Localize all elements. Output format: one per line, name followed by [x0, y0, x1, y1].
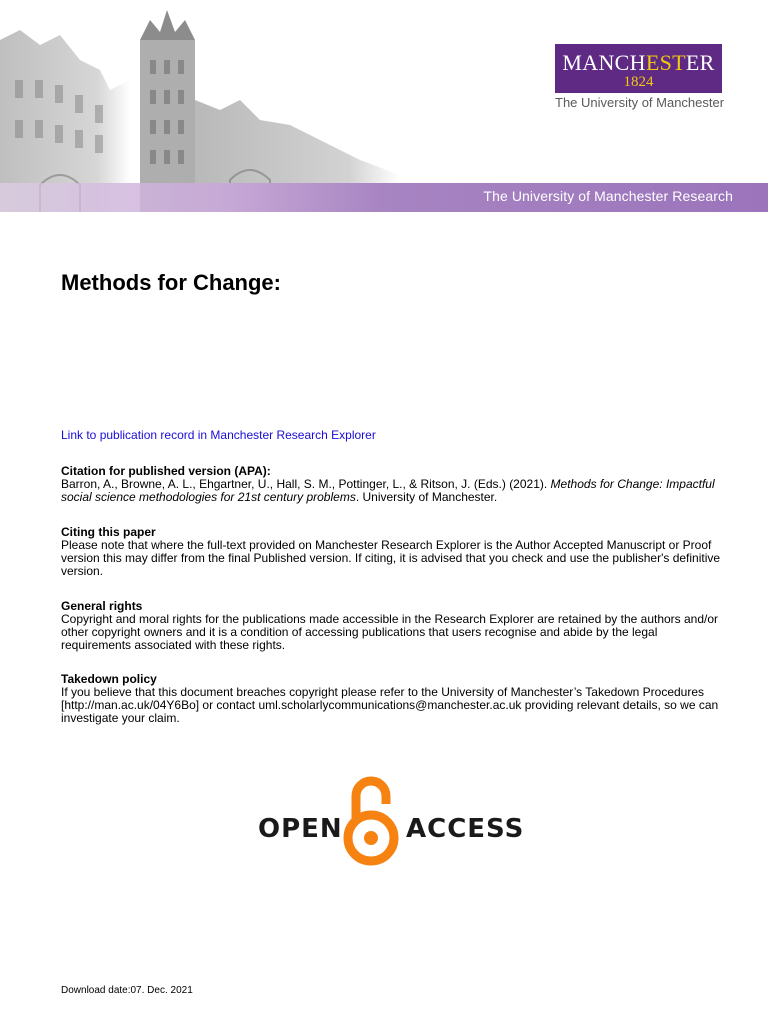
logo-wordmark [555, 44, 722, 75]
citation-authors: Barron, A., Browne, A. L., Ehgartner, U., Hall, S. M., Pottinger, L., & Ritson, J. (Eds.) (2021). [61, 477, 551, 491]
rights-section [61, 600, 721, 652]
rights-heading: General rights [61, 599, 143, 613]
page-header [0, 0, 768, 212]
takedown-section [61, 673, 721, 725]
citation-work-title: Methods for Change: Impactful social science methodologies for 21st century problems [61, 477, 715, 504]
logo-year: 1824 [623, 74, 654, 90]
citing-body: Please note that where the full-text provided on Manchester Research Explorer is the Author Accepted Manuscript or Proof version this may differ from the final Published version. If citing, it is advised that you check and use the publisher's definitive version. [61, 538, 721, 578]
citation-heading: Citation for published version (APA): [61, 464, 271, 478]
manchester-logo [555, 44, 722, 93]
open-access-right-text: ACCESS [406, 814, 525, 844]
citing-section [61, 526, 721, 578]
open-access-left-text: OPEN [258, 814, 343, 844]
open-access-lock-icon [342, 776, 400, 866]
takedown-body: If you believe that this document breaches copyright please refer to the University of Manchester’s Takedown Procedures [http://man.ac.uk/04Y6Bo] or contact uml.scholarlycommunications@manchester.ac.uk providing relevant details, so we can investigate your claim. [61, 685, 719, 725]
open-access-logo [258, 776, 525, 866]
citing-heading: Citing this paper [61, 525, 156, 539]
document-title: Methods for Change: [61, 270, 281, 295]
takedown-heading: Takedown policy [61, 672, 157, 686]
download-date: Download date:07. Dec. 2021 [61, 985, 193, 996]
logo-word-part2: EST [645, 50, 686, 75]
logo-word-part1: MANCH [562, 50, 646, 75]
logo-word-part3: ER [685, 50, 715, 75]
research-banner-text: The University of Manchester Research [483, 188, 733, 204]
citation-section [61, 465, 721, 504]
logo-subtitle: The University of Manchester [555, 95, 725, 110]
university-building-image [0, 0, 400, 212]
citation-publisher: . University of Manchester. [355, 490, 498, 504]
publication-record-link[interactable]: Link to publication record in Manchester Research Explorer [61, 428, 376, 442]
rights-body: Copyright and moral rights for the publications made accessible in the Research Explorer are retained by the authors and/or other copyright owners and it is a condition of accessing publications that users recognise and abide by the legal requirements associated with these rights. [61, 612, 719, 652]
